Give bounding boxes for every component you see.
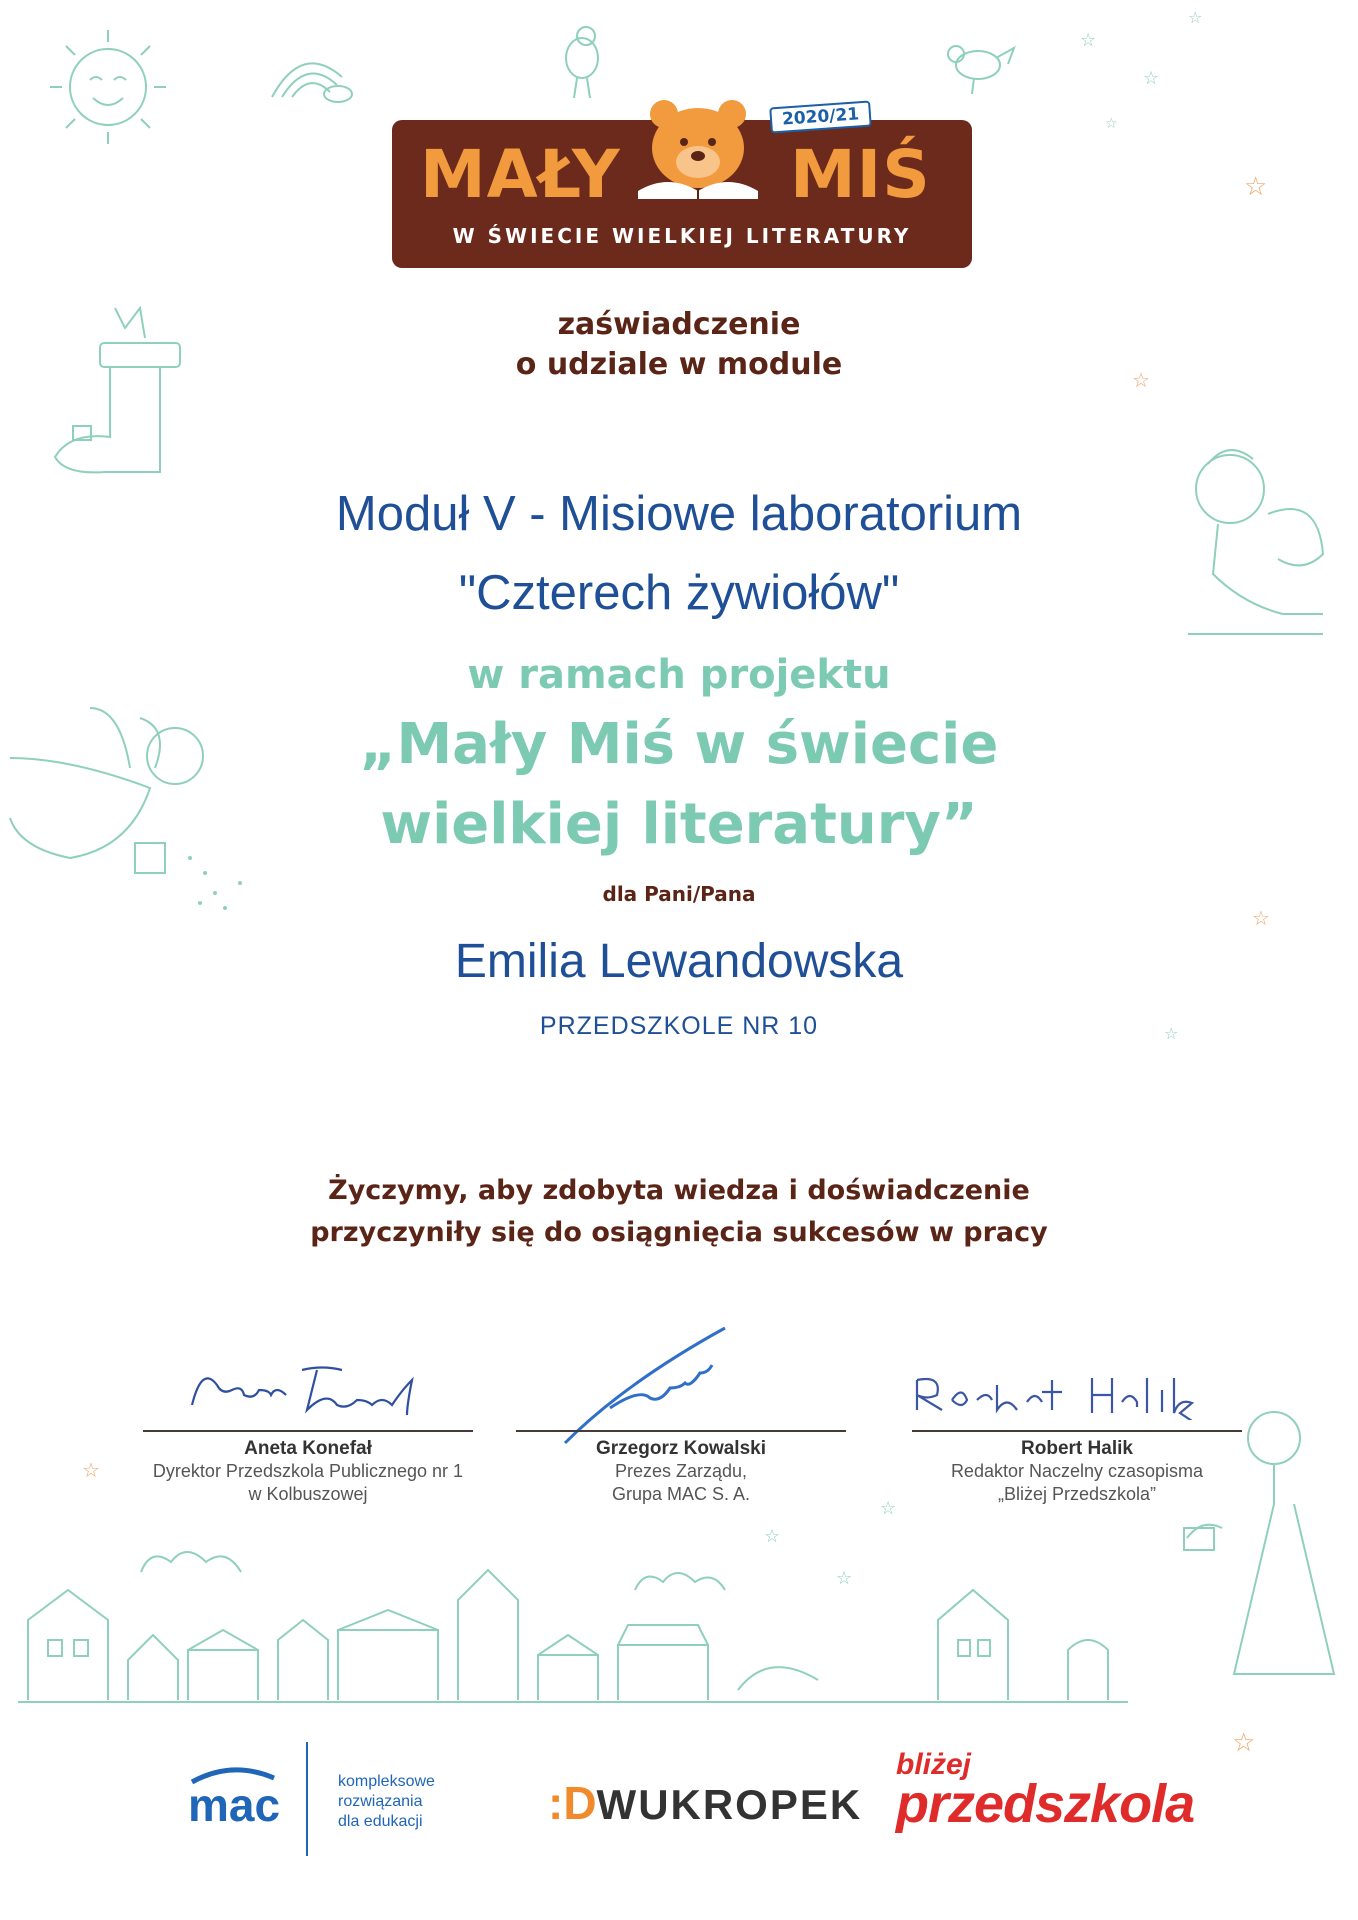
blizej-logo-top: bliżej xyxy=(896,1748,972,1781)
logo-subtitle: W ŚWIECIE WIELKIEJ LITERATURY xyxy=(452,224,912,248)
mac-tagline xyxy=(338,1772,435,1832)
signatory-role: Redaktor Naczelny czasopisma xyxy=(950,1461,1204,1481)
wukropek-colon-icon: :D xyxy=(548,1777,597,1829)
signature-block-3 xyxy=(912,1430,1242,1506)
signature-block-2 xyxy=(516,1430,846,1506)
star-icon: ☆ xyxy=(880,1498,897,1519)
mac-tagline-line-2: rozwiązania xyxy=(338,1793,423,1810)
signatory-name: Aneta Konefał xyxy=(244,1438,372,1459)
signatory-role: Grupa MAC S. A. xyxy=(611,1484,751,1504)
wukropek-logo-text: WUKROPEK xyxy=(596,1781,863,1828)
wish-line-1: Życzymy, aby zdobyta wiedza i doświadczenie xyxy=(328,1175,1030,1206)
title-line-1: zaświadczenie xyxy=(557,307,801,342)
project-name-line-1: „Mały Miś w świecie xyxy=(359,712,999,777)
blizej-przedszkola-logo xyxy=(896,1750,1194,1832)
signature-line xyxy=(143,1430,473,1432)
mac-logo-text: mac xyxy=(188,1779,281,1831)
star-icon: ☆ xyxy=(1232,1728,1256,1758)
mac-divider xyxy=(306,1742,308,1856)
signature-handwriting-1 xyxy=(182,1350,452,1424)
bear-reading-icon xyxy=(628,96,768,206)
signatory-role: Dyrektor Przedszkola Publicznego nr 1 xyxy=(152,1461,464,1481)
logo-word-left: MAŁY xyxy=(420,136,621,213)
recipient-name: Emilia Lewandowska xyxy=(454,935,904,988)
school-name: PRZEDSZKOLE NR 10 xyxy=(539,1012,819,1040)
signature-line xyxy=(516,1430,846,1432)
year-badge: 2020/21 xyxy=(769,101,872,134)
star-icon: ☆ xyxy=(1105,116,1118,132)
star-icon: ☆ xyxy=(1080,30,1097,51)
star-icon: ☆ xyxy=(1252,906,1270,930)
star-icon: ☆ xyxy=(82,1458,100,1482)
star-icon: ☆ xyxy=(1164,1024,1179,1043)
star-icon: ☆ xyxy=(1188,8,1203,27)
for-label: dla Pani/Pana xyxy=(602,882,756,906)
rainbow-doodle xyxy=(262,42,357,107)
logo-word-right: MIŚ xyxy=(790,136,931,213)
bird-doodle-right xyxy=(938,30,1018,100)
wish-line-2: przyczyniły się do osiągnięcia sukcesów w pracy xyxy=(310,1217,1048,1248)
mac-tagline-line-1: kompleksowe xyxy=(338,1773,435,1790)
project-name-line-2: wielkiej literatury” xyxy=(380,792,978,857)
cloud-doodle-right xyxy=(630,1562,730,1598)
mac-logo xyxy=(188,1762,280,1832)
star-icon: ☆ xyxy=(1132,368,1150,392)
star-icon: ☆ xyxy=(836,1568,853,1589)
star-icon: ☆ xyxy=(1244,172,1268,202)
signatory-role: w Kolbuszowej xyxy=(248,1484,368,1504)
sun-doodle xyxy=(38,22,178,152)
wukropek-logo xyxy=(548,1776,862,1830)
signatory-name: Robert Halik xyxy=(1021,1438,1133,1459)
signatory-role: „Bliżej Przedszkola” xyxy=(997,1484,1157,1504)
signatory-name: Grzegorz Kowalski xyxy=(596,1438,766,1459)
title-line-2: o udziale w module xyxy=(515,347,843,382)
module-subtitle: "Czterech żywiołów" xyxy=(458,566,900,620)
blizej-logo-main: przedszkola xyxy=(896,1774,1195,1834)
wish-text xyxy=(0,1170,1358,1254)
signatory-role: Prezes Zarządu, xyxy=(614,1461,748,1481)
project-intro: w ramach projektu xyxy=(467,652,891,698)
certificate-title xyxy=(0,305,1358,385)
bird-doodle-left xyxy=(552,18,612,103)
signature-line xyxy=(912,1430,1242,1432)
signature-handwriting-3 xyxy=(912,1360,1212,1424)
module-title: Moduł V - Misiowe laboratorium xyxy=(335,487,1023,541)
signature-block-1 xyxy=(143,1430,473,1506)
cloud-doodle-left xyxy=(136,1542,246,1582)
star-icon: ☆ xyxy=(1143,68,1160,89)
star-icon: ☆ xyxy=(764,1526,781,1547)
mac-tagline-line-3: dla edukacji xyxy=(338,1813,423,1830)
